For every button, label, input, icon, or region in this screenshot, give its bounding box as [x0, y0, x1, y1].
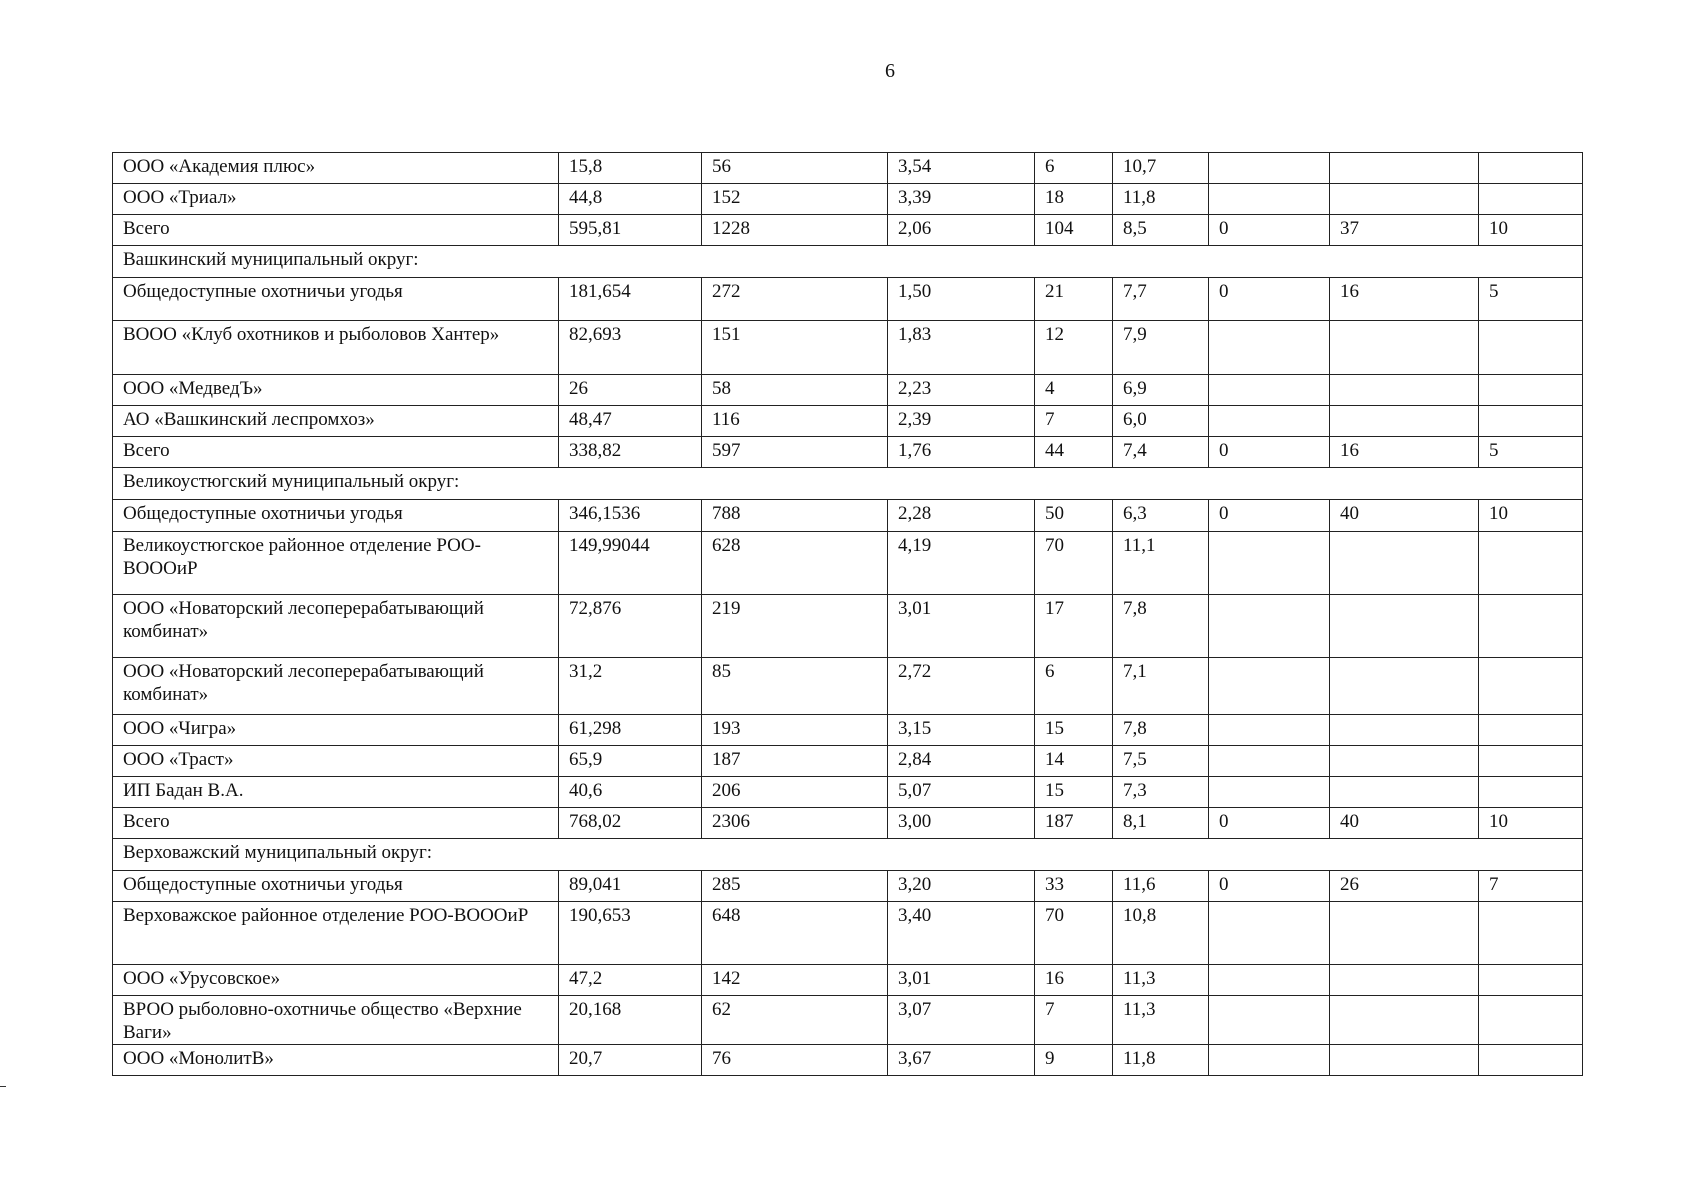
value-1-cell: 85 — [702, 658, 888, 715]
table-row — [113, 746, 1583, 777]
name-cell: Всего — [113, 808, 559, 839]
value-2-cell: 2,72 — [888, 658, 1035, 715]
value-3-cell: 9 — [1035, 1045, 1113, 1076]
value-6-cell — [1330, 184, 1479, 215]
name-cell: ООО «Академия плюс» — [113, 153, 559, 184]
value-7-cell — [1479, 375, 1583, 406]
value-3-cell: 7 — [1035, 406, 1113, 437]
value-3-cell: 44 — [1035, 437, 1113, 468]
area-cell: 26 — [559, 375, 702, 406]
value-7-cell — [1479, 406, 1583, 437]
value-6-cell — [1330, 996, 1479, 1045]
value-3-cell: 15 — [1035, 715, 1113, 746]
name-cell: Всего — [113, 215, 559, 246]
area-cell: 89,041 — [559, 871, 702, 902]
value-4-cell: 11,6 — [1113, 871, 1209, 902]
value-7-cell — [1479, 184, 1583, 215]
value-6-cell — [1330, 746, 1479, 777]
value-5-cell — [1209, 1045, 1330, 1076]
table-row — [113, 715, 1583, 746]
value-5-cell — [1209, 996, 1330, 1045]
value-4-cell: 11,3 — [1113, 996, 1209, 1045]
value-3-cell: 18 — [1035, 184, 1113, 215]
value-2-cell: 1,83 — [888, 321, 1035, 375]
name-cell: ООО «Новаторский лесоперерабатывающий комбинат» — [113, 595, 559, 658]
value-3-cell: 33 — [1035, 871, 1113, 902]
value-5-cell — [1209, 965, 1330, 996]
value-1-cell: 56 — [702, 153, 888, 184]
value-1-cell: 193 — [702, 715, 888, 746]
name-cell: АО «Вашкинский леспромхоз» — [113, 406, 559, 437]
value-3-cell: 7 — [1035, 996, 1113, 1045]
name-cell: ООО «МедведЪ» — [113, 375, 559, 406]
value-2-cell: 2,84 — [888, 746, 1035, 777]
value-1-cell: 597 — [702, 437, 888, 468]
value-7-cell — [1479, 777, 1583, 808]
table-row — [113, 532, 1583, 595]
value-1-cell: 152 — [702, 184, 888, 215]
value-4-cell: 7,1 — [1113, 658, 1209, 715]
section-header-row — [113, 839, 1583, 871]
value-6-cell — [1330, 658, 1479, 715]
name-cell: ООО «Новаторский лесоперерабатывающий комбинат» — [113, 658, 559, 715]
value-3-cell: 4 — [1035, 375, 1113, 406]
total-row — [113, 215, 1583, 246]
value-7-cell: 10 — [1479, 215, 1583, 246]
table-row — [113, 375, 1583, 406]
value-3-cell: 16 — [1035, 965, 1113, 996]
value-7-cell — [1479, 1045, 1583, 1076]
value-5-cell — [1209, 321, 1330, 375]
value-1-cell: 62 — [702, 996, 888, 1045]
value-7-cell: 10 — [1479, 500, 1583, 532]
value-4-cell: 10,7 — [1113, 153, 1209, 184]
table-body — [113, 153, 1583, 1076]
margin-mark — [0, 1086, 6, 1087]
value-7-cell — [1479, 996, 1583, 1045]
value-6-cell — [1330, 532, 1479, 595]
value-5-cell — [1209, 595, 1330, 658]
table-row — [113, 278, 1583, 321]
value-2-cell: 3,67 — [888, 1045, 1035, 1076]
value-5-cell — [1209, 715, 1330, 746]
value-4-cell: 8,1 — [1113, 808, 1209, 839]
value-2-cell: 3,54 — [888, 153, 1035, 184]
value-6-cell: 26 — [1330, 871, 1479, 902]
value-5-cell — [1209, 658, 1330, 715]
section-label: Великоустюгский муниципальный округ: — [113, 468, 1583, 500]
name-cell: ООО «Траст» — [113, 746, 559, 777]
area-cell: 20,7 — [559, 1045, 702, 1076]
value-4-cell: 7,3 — [1113, 777, 1209, 808]
value-7-cell — [1479, 532, 1583, 595]
value-1-cell: 58 — [702, 375, 888, 406]
value-6-cell — [1330, 1045, 1479, 1076]
value-7-cell: 5 — [1479, 437, 1583, 468]
name-cell: ИП Бадан В.А. — [113, 777, 559, 808]
value-3-cell: 70 — [1035, 902, 1113, 965]
name-cell: ВООО «Клуб охотников и рыболовов Хантер» — [113, 321, 559, 375]
value-5-cell: 0 — [1209, 437, 1330, 468]
table-row — [113, 406, 1583, 437]
value-2-cell: 2,23 — [888, 375, 1035, 406]
value-1-cell: 2306 — [702, 808, 888, 839]
table-row — [113, 184, 1583, 215]
area-cell: 44,8 — [559, 184, 702, 215]
value-3-cell: 50 — [1035, 500, 1113, 532]
value-1-cell: 116 — [702, 406, 888, 437]
value-4-cell: 6,3 — [1113, 500, 1209, 532]
value-4-cell: 11,8 — [1113, 184, 1209, 215]
total-row — [113, 437, 1583, 468]
value-2-cell: 5,07 — [888, 777, 1035, 808]
value-2-cell: 1,76 — [888, 437, 1035, 468]
value-3-cell: 70 — [1035, 532, 1113, 595]
table-row — [113, 777, 1583, 808]
value-4-cell: 7,7 — [1113, 278, 1209, 321]
area-cell: 48,47 — [559, 406, 702, 437]
value-1-cell: 142 — [702, 965, 888, 996]
value-6-cell — [1330, 777, 1479, 808]
name-cell: ВРОО рыболовно-охотничье общество «Верхние Ваги» — [113, 996, 559, 1045]
name-cell: Великоустюгское районное отделение РОО-ВОООиР — [113, 532, 559, 595]
value-6-cell: 37 — [1330, 215, 1479, 246]
area-cell: 768,02 — [559, 808, 702, 839]
name-cell: ООО «МонолитВ» — [113, 1045, 559, 1076]
name-cell: Верховажское районное отделение РОО-ВОООиР — [113, 902, 559, 965]
value-7-cell — [1479, 965, 1583, 996]
value-5-cell: 0 — [1209, 871, 1330, 902]
value-6-cell — [1330, 375, 1479, 406]
value-1-cell: 272 — [702, 278, 888, 321]
area-cell: 20,168 — [559, 996, 702, 1045]
value-1-cell: 788 — [702, 500, 888, 532]
value-1-cell: 76 — [702, 1045, 888, 1076]
table-row — [113, 500, 1583, 532]
value-4-cell: 8,5 — [1113, 215, 1209, 246]
value-4-cell: 10,8 — [1113, 902, 1209, 965]
area-cell: 47,2 — [559, 965, 702, 996]
value-6-cell: 16 — [1330, 278, 1479, 321]
value-7-cell — [1479, 153, 1583, 184]
value-3-cell: 21 — [1035, 278, 1113, 321]
total-row — [113, 808, 1583, 839]
value-2-cell: 3,40 — [888, 902, 1035, 965]
value-2-cell: 3,15 — [888, 715, 1035, 746]
area-cell: 338,82 — [559, 437, 702, 468]
value-4-cell: 6,9 — [1113, 375, 1209, 406]
value-1-cell: 285 — [702, 871, 888, 902]
area-cell: 65,9 — [559, 746, 702, 777]
area-cell: 346,1536 — [559, 500, 702, 532]
value-4-cell: 7,8 — [1113, 595, 1209, 658]
value-6-cell — [1330, 406, 1479, 437]
name-cell: Общедоступные охотничьи угодья — [113, 278, 559, 321]
value-7-cell — [1479, 715, 1583, 746]
value-7-cell — [1479, 746, 1583, 777]
value-3-cell: 17 — [1035, 595, 1113, 658]
value-2-cell: 3,39 — [888, 184, 1035, 215]
value-2-cell: 3,01 — [888, 965, 1035, 996]
table-row — [113, 871, 1583, 902]
area-cell: 72,876 — [559, 595, 702, 658]
area-cell: 61,298 — [559, 715, 702, 746]
value-5-cell — [1209, 153, 1330, 184]
value-6-cell — [1330, 321, 1479, 375]
value-1-cell: 628 — [702, 532, 888, 595]
value-4-cell: 11,8 — [1113, 1045, 1209, 1076]
value-7-cell — [1479, 595, 1583, 658]
name-cell: ООО «Урусовское» — [113, 965, 559, 996]
value-5-cell — [1209, 406, 1330, 437]
value-5-cell — [1209, 375, 1330, 406]
value-5-cell: 0 — [1209, 278, 1330, 321]
section-header-row — [113, 468, 1583, 500]
table-row — [113, 1045, 1583, 1076]
value-2-cell: 2,06 — [888, 215, 1035, 246]
value-6-cell: 40 — [1330, 808, 1479, 839]
value-2-cell: 3,01 — [888, 595, 1035, 658]
table-row — [113, 321, 1583, 375]
value-7-cell — [1479, 658, 1583, 715]
value-5-cell — [1209, 532, 1330, 595]
value-2-cell: 2,39 — [888, 406, 1035, 437]
section-label: Вашкинский муниципальный округ: — [113, 246, 1583, 278]
value-1-cell: 206 — [702, 777, 888, 808]
value-6-cell: 16 — [1330, 437, 1479, 468]
value-7-cell: 7 — [1479, 871, 1583, 902]
value-2-cell: 3,20 — [888, 871, 1035, 902]
area-cell: 595,81 — [559, 215, 702, 246]
value-7-cell: 5 — [1479, 278, 1583, 321]
area-cell: 181,654 — [559, 278, 702, 321]
value-3-cell: 104 — [1035, 215, 1113, 246]
area-cell: 40,6 — [559, 777, 702, 808]
value-4-cell: 7,4 — [1113, 437, 1209, 468]
value-3-cell: 12 — [1035, 321, 1113, 375]
value-6-cell: 40 — [1330, 500, 1479, 532]
section-label: Верховажский муниципальный округ: — [113, 839, 1583, 871]
area-cell: 82,693 — [559, 321, 702, 375]
value-5-cell — [1209, 184, 1330, 215]
table-row — [113, 902, 1583, 965]
value-6-cell — [1330, 965, 1479, 996]
name-cell: Общедоступные охотничьи угодья — [113, 871, 559, 902]
section-header-row — [113, 246, 1583, 278]
value-5-cell — [1209, 902, 1330, 965]
value-3-cell: 6 — [1035, 153, 1113, 184]
value-3-cell: 14 — [1035, 746, 1113, 777]
value-6-cell — [1330, 153, 1479, 184]
value-7-cell — [1479, 902, 1583, 965]
hunting-grounds-table — [112, 152, 1583, 1076]
table-row — [113, 965, 1583, 996]
table-row — [113, 658, 1583, 715]
value-1-cell: 1228 — [702, 215, 888, 246]
value-1-cell: 648 — [702, 902, 888, 965]
value-6-cell — [1330, 715, 1479, 746]
name-cell: ООО «Чигра» — [113, 715, 559, 746]
table-row — [113, 996, 1583, 1045]
value-2-cell: 4,19 — [888, 532, 1035, 595]
area-cell: 15,8 — [559, 153, 702, 184]
area-cell: 31,2 — [559, 658, 702, 715]
value-5-cell: 0 — [1209, 215, 1330, 246]
value-5-cell — [1209, 746, 1330, 777]
value-5-cell: 0 — [1209, 808, 1330, 839]
table-row — [113, 595, 1583, 658]
value-5-cell — [1209, 777, 1330, 808]
value-1-cell: 151 — [702, 321, 888, 375]
value-4-cell: 7,9 — [1113, 321, 1209, 375]
value-2-cell: 3,00 — [888, 808, 1035, 839]
area-cell: 190,653 — [559, 902, 702, 965]
value-6-cell — [1330, 595, 1479, 658]
value-4-cell: 6,0 — [1113, 406, 1209, 437]
value-1-cell: 187 — [702, 746, 888, 777]
page-number: 6 — [885, 60, 895, 82]
name-cell: ООО «Триал» — [113, 184, 559, 215]
value-7-cell: 10 — [1479, 808, 1583, 839]
value-4-cell: 7,8 — [1113, 715, 1209, 746]
value-5-cell: 0 — [1209, 500, 1330, 532]
name-cell: Общедоступные охотничьи угодья — [113, 500, 559, 532]
value-7-cell — [1479, 321, 1583, 375]
value-3-cell: 15 — [1035, 777, 1113, 808]
value-2-cell: 2,28 — [888, 500, 1035, 532]
value-3-cell: 187 — [1035, 808, 1113, 839]
value-1-cell: 219 — [702, 595, 888, 658]
value-6-cell — [1330, 902, 1479, 965]
value-4-cell: 11,3 — [1113, 965, 1209, 996]
name-cell: Всего — [113, 437, 559, 468]
value-4-cell: 7,5 — [1113, 746, 1209, 777]
table-row — [113, 153, 1583, 184]
value-2-cell: 1,50 — [888, 278, 1035, 321]
value-2-cell: 3,07 — [888, 996, 1035, 1045]
value-4-cell: 11,1 — [1113, 532, 1209, 595]
value-3-cell: 6 — [1035, 658, 1113, 715]
area-cell: 149,99044 — [559, 532, 702, 595]
